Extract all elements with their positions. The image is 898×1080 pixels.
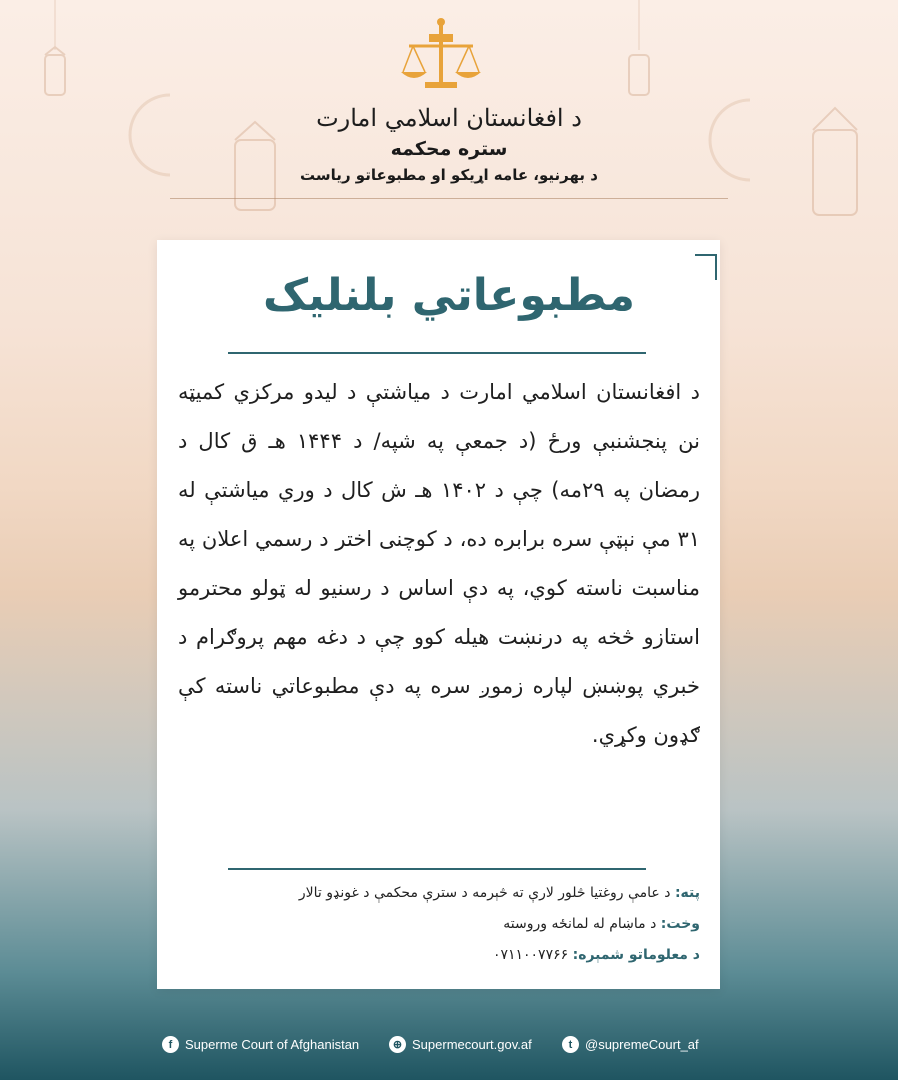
info-divider [228,868,646,870]
notice-body: د افغانستان اسلامي امارت د میاشتې د لیدو مرکزي کمیټه نن پنجشنبې ورځ (د جمعې په شپه/ د ۱۴۴۴ هـ ق کال د رمضان په ۲۹مه) چې د ۱۴۰۲ هـ ش کال د وري میاشتې له ۳۱ مې نېټې سره برابره ده، د کوچنی اختر د رسمي اعلان په مناسبت ناسته کوي، په دې اساس د رسنیو له ټولو محترمو استازو څخه په درنښت هیله کوو چې د دغه مهم پروګرام د خبري پوښښ لپاره زموږ سره په دې مطبوعاتي ناسته کې ګډون وکړي. [178,380,701,747]
time-value: د ماښام له لمانځه وروسته [503,916,657,932]
facebook-icon: f [162,1036,179,1053]
address-label: پته: [674,885,700,901]
footer-facebook[interactable] [162,1036,359,1053]
court-name: ستره محکمه [390,138,508,160]
website-label: Supermecourt.gov.af [412,1037,532,1052]
phone-line [178,947,700,963]
time-label: وخت: [660,916,700,932]
address-value: د عامې روغتیا څلور لارې ته څېرمه د سترې محکمې د غونډو تالار [298,885,671,901]
page-header [0,0,898,235]
footer-website[interactable] [389,1036,532,1053]
twitter-label: @supremeCourt_af [585,1037,699,1052]
notice-title: مطبوعاتي بلنلیک [262,270,635,321]
phone-label: د معلوماتو شمېره: [572,947,700,963]
facebook-label: Superme Court of Afghanistan [185,1037,360,1052]
address-line [178,885,700,901]
footer-twitter[interactable] [562,1036,699,1053]
emirate-name: د افغانستان اسلامي امارت [316,104,582,132]
twitter-icon: t [562,1036,579,1053]
time-line [178,916,700,932]
department-name: د بهرنیو، عامه اړیکو او مطبوعاتو ریاست [300,166,598,184]
globe-icon: ⊕ [389,1036,406,1053]
phone-value: ۰۷۱۱۰۰۷۷۶۶ [492,947,569,963]
title-divider [228,352,646,354]
header-divider [170,198,728,199]
footer [0,1032,898,1060]
scales-of-justice-icon [399,16,483,96]
